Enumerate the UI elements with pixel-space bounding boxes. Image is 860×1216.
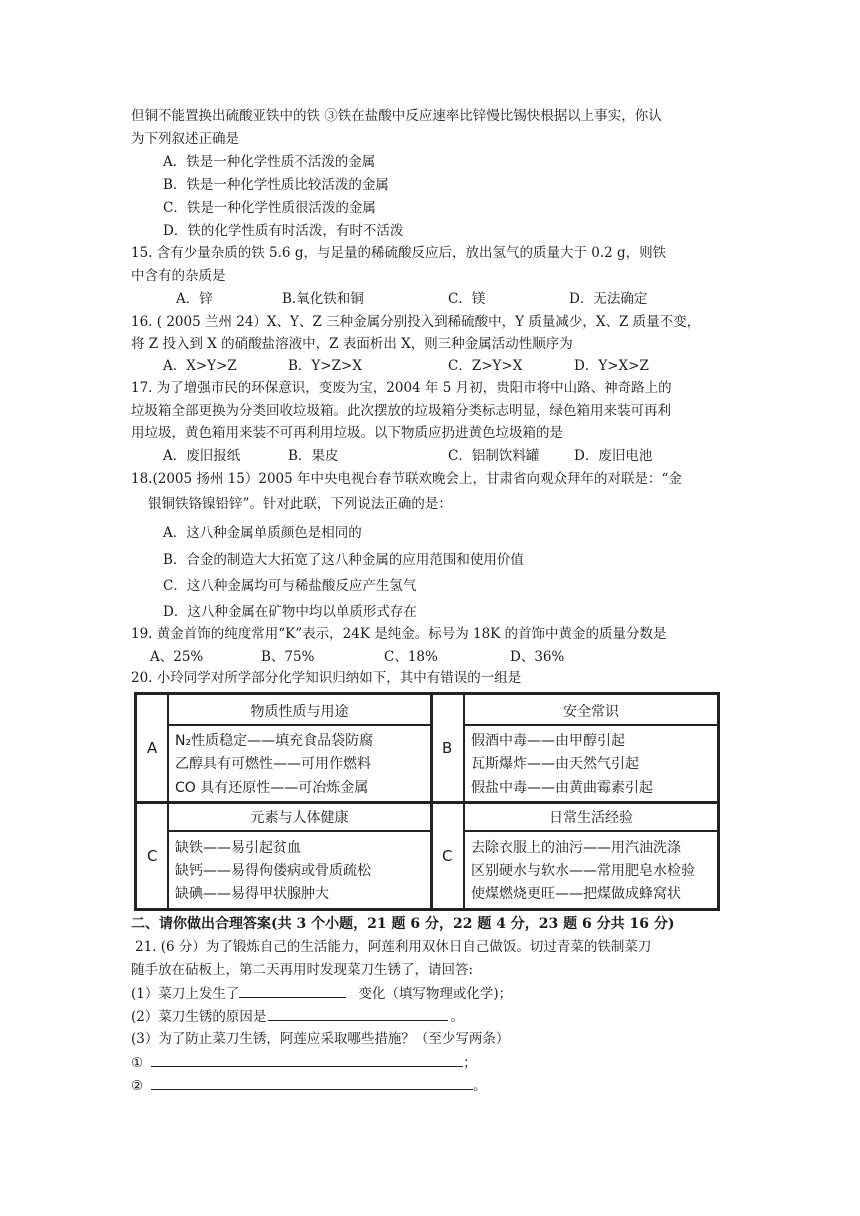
q19-option-a: A、25%	[150, 649, 204, 665]
q21-part3: (3）为了防止菜刀生锈，阿莲应采取哪些措施？（至少写两条）	[131, 1031, 510, 1047]
cell-b-row: 瓦斯爆炸——由天然气引起	[471, 756, 639, 772]
q16-option-b: B．Y>Z>X	[288, 358, 362, 374]
q19-option-b: B、75%	[261, 649, 315, 665]
table-divider	[465, 724, 717, 726]
answer-1-end: ；	[463, 1055, 477, 1071]
q21-answer-2	[131, 1075, 487, 1096]
q19-option-d: D、36%	[510, 649, 565, 665]
q19-stem: 19. 黄金首饰的纯度常用“K”表示，24K 是纯金。标号为 18K 的首饰中黄金的质量分数是	[131, 626, 667, 642]
cell-a-row: CO 具有还原性——可冶炼金属	[175, 780, 369, 796]
q18-option-b: B．合金的制造大大拓宽了这八种金属的应用范围和使用价值	[163, 552, 524, 568]
q14-option-b: B．铁是一种化学性质比较活泼的金属	[163, 177, 389, 193]
cell-a-row: 乙醇具有可燃性——可用作燃料	[175, 756, 371, 772]
cell-c2-header: 日常生活经验	[549, 810, 633, 826]
q21-part2	[131, 1006, 464, 1027]
table-divider	[465, 830, 717, 832]
q16-option-c: C．Z>Y>X	[448, 358, 523, 374]
knowledge-table	[134, 692, 720, 911]
q18-stem-line1: 18.(2005 扬州 15）2005 年中央电视台春节联欢晚会上，甘肃省向观众拜年的对联是：“金	[131, 471, 682, 487]
table-divider	[169, 724, 430, 726]
section-2-heading: 二、请你做出合理答案(共 3 个小题，21 题 6 分，22 题 4 分，23 题 6 分共 16 分)	[131, 916, 675, 932]
q15-option-d: D．无法确定	[569, 291, 648, 307]
q21-answer-1	[131, 1052, 477, 1073]
cell-c2-row: 使煤燃烧更旺——把煤做成蜂窝状	[471, 886, 681, 902]
q14-option-d: D．铁的化学性质有时活泼，有时不活泼	[163, 223, 404, 239]
q21-part1	[131, 983, 512, 1004]
cell-c2-letter: C	[442, 847, 453, 865]
q16-option-a: A．X>Y>Z	[163, 358, 237, 374]
cell-b-row: 假酒中毒——由甲醇引起	[471, 733, 625, 749]
q21-part2-prefix: (2）菜刀生锈的原因是	[131, 1009, 267, 1025]
cell-b-letter: B	[442, 739, 453, 757]
cell-c1-header: 元素与人体健康	[250, 810, 349, 826]
cell-b-row: 假盐中毒——由黄曲霉素引起	[471, 780, 653, 796]
q17-stem-line3: 用垃圾，黄色箱用来装不可再利用垃圾。以下物质应扔进黄色垃圾箱的是	[131, 425, 563, 441]
q21-part2-suffix: 。	[450, 1009, 464, 1025]
q20-stem: 20. 小玲同学对所学部分化学知识归纳如下，其中有错误的一组是	[131, 670, 522, 686]
answer-1-blank[interactable]	[151, 1052, 463, 1067]
q18-option-c: C．这八种金属均可与稀盐酸反应产生氢气	[163, 578, 417, 594]
q19-option-c: C、18%	[384, 649, 438, 665]
cell-c2-row: 区别硬水与软水——常用肥皂水检验	[471, 863, 695, 879]
table-divider	[169, 830, 430, 832]
q16-option-d: D．Y>X>Z	[574, 358, 649, 374]
q21-part2-blank[interactable]	[268, 1006, 448, 1021]
cell-c1-row: 缺碘——易得甲状腺肿大	[175, 886, 329, 902]
q15-option-a: A．锌	[176, 291, 213, 307]
q15-stem-line2: 中含有的杂质是	[131, 268, 226, 284]
q16-stem-line2: 将 Z 投入到 X 的硝酸盐溶液中，Z 表面析出 X，则三种金属活动性顺序为	[131, 336, 573, 352]
q16-stem-line1: 16. ( 2005 兰州 24）X、Y、Z 三种金属分别投入到稀硫酸中，Y 质量减少，X、Z 质量不变，	[131, 314, 701, 330]
q14-option-c: C．铁是一种化学性质很活泼的金属	[163, 200, 376, 216]
answer-2-blank[interactable]	[151, 1075, 473, 1090]
q21-part1-suffix: 变化（填写物理或化学)；	[358, 986, 513, 1002]
cell-b-header: 安全常识	[563, 704, 619, 720]
q21-part1-prefix: (1）菜刀上发生了	[131, 986, 240, 1002]
q17-option-d: D．废旧电池	[574, 448, 653, 464]
q14-stem-line1: 但铜不能置换出硫酸亚铁中的铁 ③铁在盐酸中反应速率比锌慢比锡快根据以上事实，你认	[131, 108, 662, 124]
answer-1-marker: ①	[131, 1055, 144, 1071]
q15-option-c: C．镁	[448, 291, 486, 307]
cell-c1-row: 缺铁——易引起贫血	[175, 840, 301, 856]
q15-stem-line1: 15. 含有少量杂质的铁 5.6 g，与足量的稀硫酸反应后，放出氢气的质量大于 0.2 g，则铁	[131, 245, 667, 261]
cell-c2-row: 去除衣服上的油污——用汽油洗涤	[471, 840, 681, 856]
q17-stem-line2: 垃圾箱全部更换为分类回收垃圾箱。此次摆放的垃圾箱分类标志明显，绿色箱用来装可再利	[131, 403, 671, 419]
q14-option-a: A．铁是一种化学性质不活泼的金属	[163, 154, 376, 170]
cell-a-header: 物质性质与用途	[250, 704, 349, 720]
q17-option-b: B．果皮	[288, 448, 339, 464]
q18-option-d: D．这八种金属在矿物中均以单质形式存在	[163, 604, 417, 620]
answer-2-marker: ②	[131, 1078, 144, 1094]
q18-option-a: A．这八种金属单质颜色是相同的	[163, 525, 362, 541]
q17-option-c: C．铝制饮料罐	[448, 448, 540, 464]
q21-stem-line2: 随手放在砧板上，第二天再用时发现菜刀生锈了，请回答:	[131, 962, 474, 978]
q14-stem-line2: 为下列叙述正确是	[131, 131, 239, 147]
q18-stem-line2: 银铜铁铬镍铅锌”。针对此联，下列说法正确的是：	[148, 496, 452, 512]
cell-a-letter: A	[147, 739, 158, 757]
table-divider	[137, 801, 717, 804]
answer-2-end: 。	[473, 1078, 487, 1094]
cell-c1-row: 缺钙——易得佝偻病或骨质疏松	[175, 863, 371, 879]
q17-stem-line1: 17. 为了增强市民的环保意识，变废为宝，2004 年 5 月初，贵阳市将中山路、神奇路上的	[131, 380, 672, 396]
q21-stem-line1: 21. (6 分）为了锻炼自己的生活能力，阿莲利用双休日自己做饭。切过青菜的铁制菜刀	[135, 939, 652, 955]
cell-a-row: N₂性质稳定——填充食品袋防腐	[175, 733, 374, 749]
q15-option-b: B.氧化铁和铜	[282, 291, 364, 307]
q21-part1-blank[interactable]	[239, 983, 346, 998]
cell-c1-letter: C	[147, 847, 158, 865]
q17-option-a: A．废旧报纸	[163, 448, 241, 464]
